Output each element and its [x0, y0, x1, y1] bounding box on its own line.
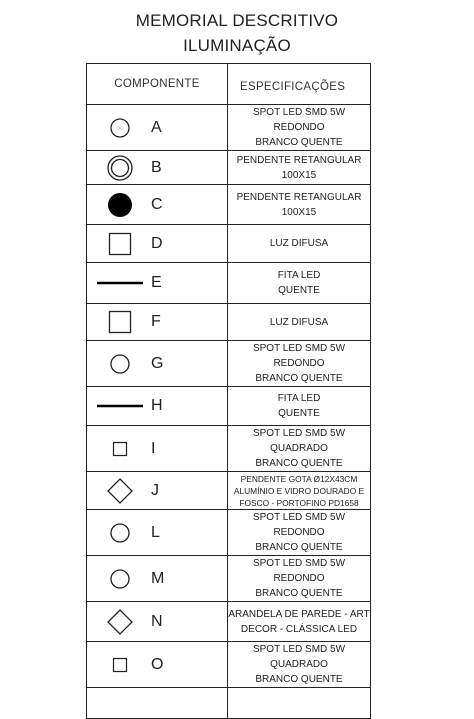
empty-cell — [87, 688, 228, 719]
component-letter: D — [151, 234, 163, 252]
component-letter: F — [151, 313, 161, 330]
component-cell — [87, 510, 228, 556]
specification-cell: SPOT LED SMD 5W REDONDO BRANCO QUENTE — [228, 556, 371, 602]
square-outline-icon — [97, 225, 143, 262]
component-cell — [87, 341, 228, 387]
component-letter: B — [151, 158, 162, 176]
component-column-header: COMPONENTE — [87, 64, 228, 105]
component-letter: M — [151, 569, 165, 587]
component-cell — [87, 602, 228, 642]
table-row — [87, 387, 371, 426]
lighting-legend-table — [86, 63, 371, 719]
specification-cell: ARANDELA DE PAREDE - ART DECOR - CLÁSSICA LED — [228, 602, 371, 642]
component-letter: N — [151, 612, 163, 630]
table-row — [87, 225, 371, 263]
component-cell — [87, 472, 228, 510]
specification-cell: SPOT LED SMD 5W REDONDO BRANCO QUENTE — [228, 510, 371, 556]
component-letter: A — [151, 118, 162, 136]
component-letter: E — [151, 274, 162, 291]
circle-outline-icon — [97, 105, 143, 150]
component-cell — [87, 387, 228, 426]
specification-cell: PENDENTE RETANGULAR 100X15 — [228, 151, 371, 185]
specification-cell: SPOT LED SMD 5W REDONDO BRANCO QUENTE — [228, 105, 371, 151]
component-cell — [87, 185, 228, 225]
specification-cell: FITA LED QUENTE — [228, 387, 371, 426]
filled-circle-icon — [97, 185, 143, 224]
specification-cell: PENDENTE GOTA Ø12X43CM ALUMÍNIO E VIDRO DOURADO E FOSCO - PORTOFINO PD1658 — [228, 472, 371, 510]
line-icon — [97, 263, 143, 303]
small-square-icon — [97, 642, 143, 687]
table-row — [87, 304, 371, 341]
table-row — [87, 105, 371, 151]
empty-cell — [228, 688, 371, 719]
component-cell — [87, 304, 228, 341]
component-letter: L — [151, 523, 160, 541]
circle-outline-icon — [97, 556, 143, 601]
table-row — [87, 472, 371, 510]
specification-cell: FITA LED QUENTE — [228, 263, 371, 304]
table-row-empty — [87, 688, 371, 719]
specifications-column-header: ESPECIFICAÇÕES — [228, 64, 371, 105]
specification-cell: LUZ DIFUSA — [228, 225, 371, 263]
table-row — [87, 510, 371, 556]
diamond-icon — [97, 602, 143, 641]
small-square-icon — [97, 426, 143, 471]
document-subtitle: ILUMINAÇÃO — [183, 36, 291, 55]
specification-cell: LUZ DIFUSA — [228, 304, 371, 341]
table-row — [87, 151, 371, 185]
specification-cell: SPOT LED SMD 5W REDONDO BRANCO QUENTE — [228, 341, 371, 387]
component-cell — [87, 151, 228, 185]
component-cell — [87, 556, 228, 602]
component-letter: O — [151, 655, 164, 673]
circle-outline-icon — [97, 341, 143, 386]
component-letter: G — [151, 354, 164, 372]
line-icon — [97, 387, 143, 425]
diamond-icon — [97, 472, 143, 509]
component-cell — [87, 426, 228, 472]
table-row — [87, 602, 371, 642]
document-title: MEMORIAL DESCRITIVO — [135, 11, 339, 30]
component-cell — [87, 225, 228, 263]
square-outline-icon — [97, 304, 143, 340]
component-letter: H — [151, 397, 163, 414]
table-row — [87, 263, 371, 304]
table-row — [87, 556, 371, 602]
specification-cell: SPOT LED SMD 5W QUADRADO BRANCO QUENTE — [228, 426, 371, 472]
table-row — [87, 185, 371, 225]
double-circle-icon — [97, 151, 143, 184]
component-letter: J — [151, 481, 159, 499]
specification-cell: PENDENTE RETANGULAR 100X15 — [228, 185, 371, 225]
component-cell — [87, 642, 228, 688]
table-row — [87, 341, 371, 387]
component-cell — [87, 263, 228, 304]
table-header-row — [87, 64, 371, 105]
table-row — [87, 426, 371, 472]
specification-cell: SPOT LED SMD 5W QUADRADO BRANCO QUENTE — [228, 642, 371, 688]
component-letter: I — [151, 439, 156, 457]
component-cell — [87, 105, 228, 151]
table-row — [87, 642, 371, 688]
circle-outline-icon — [97, 510, 143, 555]
component-letter: C — [151, 195, 163, 213]
